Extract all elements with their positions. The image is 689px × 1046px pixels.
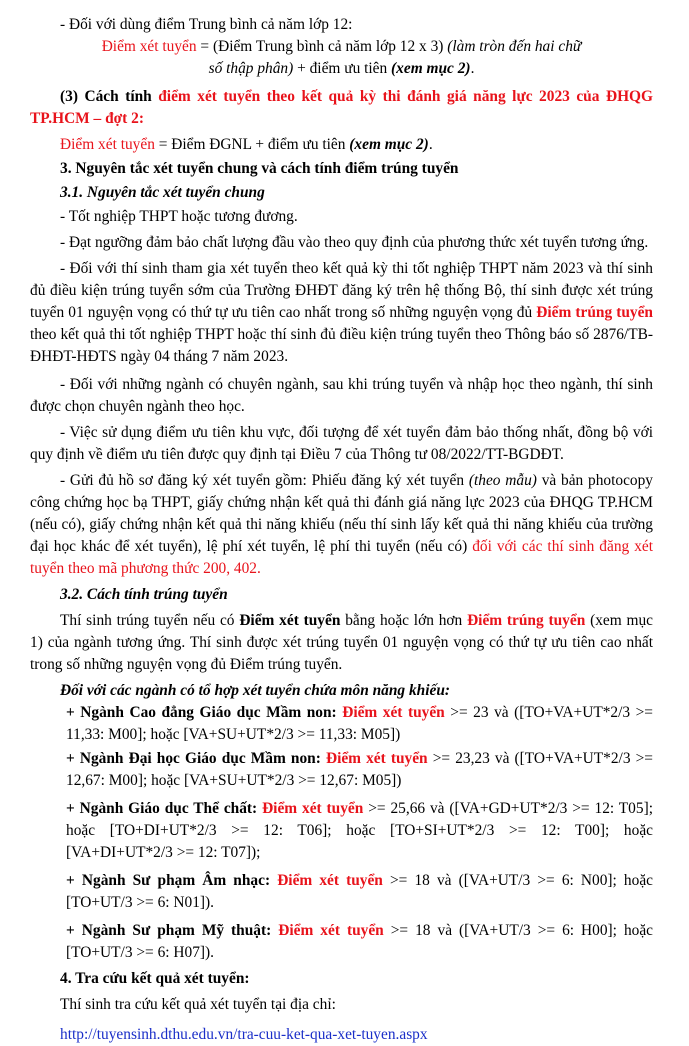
lookup-instruction: Thí sinh tra cứu kết quả xét tuyển tại địa chỉ: bbox=[60, 996, 336, 1013]
section-3-2-heading: 3.2. Cách tính trúng tuyển bbox=[60, 586, 228, 603]
formula-gpa-line1: Điểm xét tuyển = (Điểm Trung bình cả năm lớp 12 x 3) (làm tròn đến hai chữ bbox=[101, 38, 582, 55]
rule-dh-mam-non: + Ngành Đại học Giáo dục Mầm non: Điểm xét tuyển >= 23,23 và ([TO+VA+UT*2/3 >= 12,67: M00]; hoặc [VA+SU+UT*2/3 >= 12,67: M05]) bbox=[66, 750, 653, 789]
section-4-heading: 4. Tra cứu kết quả xét tuyển: bbox=[60, 970, 250, 987]
section-3-1-heading: 3.1. Nguyên tắc xét tuyển chung bbox=[60, 184, 265, 201]
rule-my-thuat: + Ngành Sư phạm Mỹ thuật: Điểm xét tuyển >= 18 và ([VA+UT/3 >= 6: H00]; hoặc [TO+UT/3 >= 6: H07]). bbox=[66, 922, 654, 961]
diem-xet-tuyen-label: Điểm xét tuyển bbox=[101, 38, 197, 55]
admission-calculation: Thí sinh trúng tuyển nếu có Điểm xét tuyển bằng hoặc lớn hơn Điểm trúng tuyển (xem mục 1) của ngành tương ứng. Thí sinh được xét trúng tuyển 01 nguyện vọng có thứ tự ưu tiên cao nhất trong số những nguyện vọng đủ Điểm trúng tuyển. bbox=[30, 612, 654, 673]
rule-the-chat: + Ngành Giáo dục Thể chất: Điểm xét tuyển >= 25,66 và ([VA+GD+UT*2/3 >= 12: T05]; hoặc [TO+DI+UT*2/3 >= 12: T06]; hoặc [TO+SI+UT*2/3 >= 12: T00]; hoặc [VA+DI+UT*2/3 >= 12: T07]); bbox=[66, 800, 653, 861]
rule-priority-points: - Việc sử dụng điểm ưu tiên khu vực, đối tượng để xét tuyển đảm bảo thống nhất, đồng bộ với quy định về điểm ưu tiên được quy định tại Điều 7 của Thông tư 08/2022/TT-BGDĐT. bbox=[30, 424, 653, 463]
gpa-rule-intro: - Đối với dùng điểm Trung bình cả năm lớp 12: bbox=[60, 16, 353, 33]
rule-cd-mam-non: + Ngành Cao đẳng Giáo dục Mầm non: Điểm xét tuyển >= 23 và ([TO+VA+UT*2/3 >= 11,33: M00]; hoặc [VA+SU+UT*2/3 >= 11,33: M05]) bbox=[66, 704, 653, 743]
rule-thpt-exam: - Đối với thí sinh tham gia xét tuyển theo kết quả kỳ thi tốt nghiệp THPT năm 2023 và thí sinh đủ điều kiện trúng tuyển sớm của Trường ĐHĐT đăng ký trên hệ thống Bộ, thí sinh được xét trúng tuyển 01 nguyện vọng có thứ tự ưu tiên cao nhất trong số những nguyện vọng đủ Điểm trúng tuyển theo kết quả thi tốt nghiệp THPT hoặc thí sinh đủ điều kiện trúng tuyển theo Thông báo số 2876/TB-ĐHĐT-HĐTS ngày 04 tháng 7 năm 2023. bbox=[30, 260, 653, 365]
aptitude-subjects-heading: Đối với các ngành có tổ hợp xét tuyển chứa môn năng khiếu: bbox=[60, 682, 451, 699]
rule-am-nhac: + Ngành Sư phạm Âm nhạc: Điểm xét tuyển >= 18 và ([VA+UT/3 >= 6: N00]; hoặc [TO+UT/3 >= 6: N01]). bbox=[66, 872, 653, 911]
section-3-heading: 3. Nguyên tắc xét tuyển chung và cách tính điểm trúng tuyển bbox=[60, 160, 459, 177]
rule-threshold: - Đạt ngưỡng đảm bảo chất lượng đầu vào theo quy định của phương thức xét tuyển tương ứng. bbox=[60, 234, 649, 251]
rule-specialization: - Đối với những ngành có chuyên ngành, sau khi trúng tuyển và nhập học theo ngành, thí sinh được chọn chuyên ngành theo học. bbox=[30, 376, 653, 415]
formula-gpa-line2: số thập phân) + điểm ưu tiên (xem mục 2). bbox=[208, 60, 475, 77]
formula-dgnl: Điểm xét tuyển = Điểm ĐGNL + điểm ưu tiên (xem mục 2). bbox=[60, 136, 433, 153]
lookup-link[interactable]: http://tuyensinh.dthu.edu.vn/tra-cuu-ket-qua-xet-tuyen.aspx bbox=[60, 1026, 428, 1043]
lookup-url bbox=[30, 1024, 653, 1046]
dgnl-method-heading: (3) Cách tính điểm xét tuyển theo kết quả kỳ thi đánh giá năng lực 2023 của ĐHQG TP.HCM – đợt 2: bbox=[30, 88, 653, 127]
rule-graduation: - Tốt nghiệp THPT hoặc tương đương. bbox=[60, 208, 298, 225]
rule-documents: - Gửi đủ hồ sơ đăng ký xét tuyển gồm: Phiếu đăng ký xét tuyển (theo mẫu) và bản photocopy công chứng học bạ THPT, giấy chứng nhận kết quả thi đánh giá năng lực 2023 của ĐHQG TP.HCM (nếu có), giấy chứng nhận kết quả thi năng khiếu (nếu thí sinh lấy kết quả thi năng khiếu của trường đại học khác để xét tuyển), lệ phí xét tuyển, lệ phí thi tuyển (nếu có) đối với các thí sinh đăng xét tuyển theo mã phương thức 200, 402. bbox=[30, 472, 653, 577]
